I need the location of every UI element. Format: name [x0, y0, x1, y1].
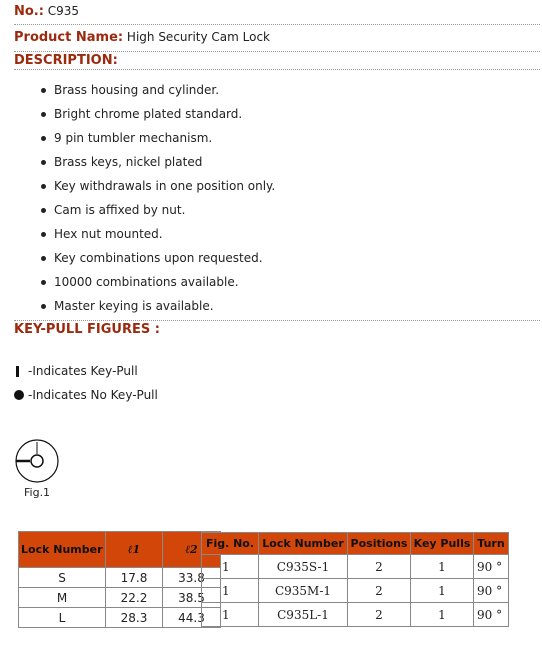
list-item: Hex nut mounted. — [14, 224, 275, 248]
column-header-lock-number: Lock Number — [19, 532, 106, 568]
description-list — [14, 80, 275, 320]
table-cell: M — [19, 588, 106, 608]
product-number-value: C935 — [47, 4, 80, 18]
table-cell: 2 — [348, 579, 411, 603]
column-header-l2: ℓ2 — [163, 532, 221, 568]
table-cell: 90 ° — [474, 603, 509, 627]
table-row — [202, 579, 509, 603]
table-cell: C935M-1 — [259, 579, 348, 603]
product-number-label: No.: — [14, 4, 44, 19]
cam-lock-figure-icon — [14, 438, 60, 484]
column-header-l1: ℓ1 — [106, 532, 163, 568]
table-cell: 90 ° — [474, 579, 509, 603]
key-pull-icon — [16, 366, 19, 377]
lock-number-table — [201, 532, 509, 627]
list-item: Brass housing and cylinder. — [14, 80, 275, 104]
table-cell: 2 — [348, 603, 411, 627]
product-name-label: Product Name: — [14, 30, 124, 45]
figure-caption: Fig.1 — [24, 486, 51, 499]
description-heading: DESCRIPTION: — [14, 53, 118, 68]
column-header-positions: Positions — [348, 533, 411, 555]
product-number-row — [14, 4, 540, 25]
table-cell: 28.3 — [106, 608, 163, 628]
table-cell: 17.8 — [106, 568, 163, 588]
table-row — [202, 555, 509, 579]
table-row — [202, 603, 509, 627]
product-name-row — [14, 30, 540, 52]
no-key-pull-icon — [14, 390, 24, 400]
keypull-heading: KEY-PULL FIGURES : — [14, 322, 160, 337]
list-item: Cam is affixed by nut. — [14, 200, 275, 224]
dimensions-table — [18, 531, 221, 628]
keypull-heading-row — [14, 320, 540, 338]
table-cell: 44.3 — [163, 608, 221, 628]
product-name-value: High Security Cam Lock — [126, 30, 271, 44]
list-item: 10000 combinations available. — [14, 272, 275, 296]
table-cell: 1 — [202, 579, 259, 603]
list-item: Key combinations upon requested. — [14, 248, 275, 272]
column-header-lock-number: Lock Number — [259, 533, 348, 555]
table-cell: C935S-1 — [259, 555, 348, 579]
legend-key-pull — [14, 364, 138, 378]
table-cell: 1 — [202, 603, 259, 627]
table-cell: 22.2 — [106, 588, 163, 608]
legend-no-key-pull — [14, 388, 158, 402]
table-row — [19, 568, 221, 588]
table-cell: L — [19, 608, 106, 628]
column-header-turn: Turn — [474, 533, 509, 555]
table-cell: 1 — [411, 603, 474, 627]
table-row — [19, 608, 221, 628]
description-heading-row — [14, 53, 540, 70]
list-item: Master keying is available. — [14, 296, 275, 320]
list-item: 9 pin tumbler mechanism. — [14, 128, 275, 152]
table-cell: 38.5 — [163, 588, 221, 608]
table-cell: 90 ° — [474, 555, 509, 579]
table-cell: S — [19, 568, 106, 588]
table-cell: 33.8 — [163, 568, 221, 588]
table-row — [19, 588, 221, 608]
list-item: Key withdrawals in one position only. — [14, 176, 275, 200]
table-cell: 1 — [202, 555, 259, 579]
column-header-key-pulls: Key Pulls — [411, 533, 474, 555]
list-item: Brass keys, nickel plated — [14, 152, 275, 176]
legend-key-pull-text: -Indicates Key-Pull — [28, 364, 138, 378]
table-cell: 1 — [411, 555, 474, 579]
list-item: Bright chrome plated standard. — [14, 104, 275, 128]
table-cell: 1 — [411, 579, 474, 603]
table-cell: C935L-1 — [259, 603, 348, 627]
legend-no-key-pull-text: -Indicates No Key-Pull — [28, 388, 158, 402]
column-header-fig-no: Fig. No. — [202, 533, 259, 555]
table-cell: 2 — [348, 555, 411, 579]
